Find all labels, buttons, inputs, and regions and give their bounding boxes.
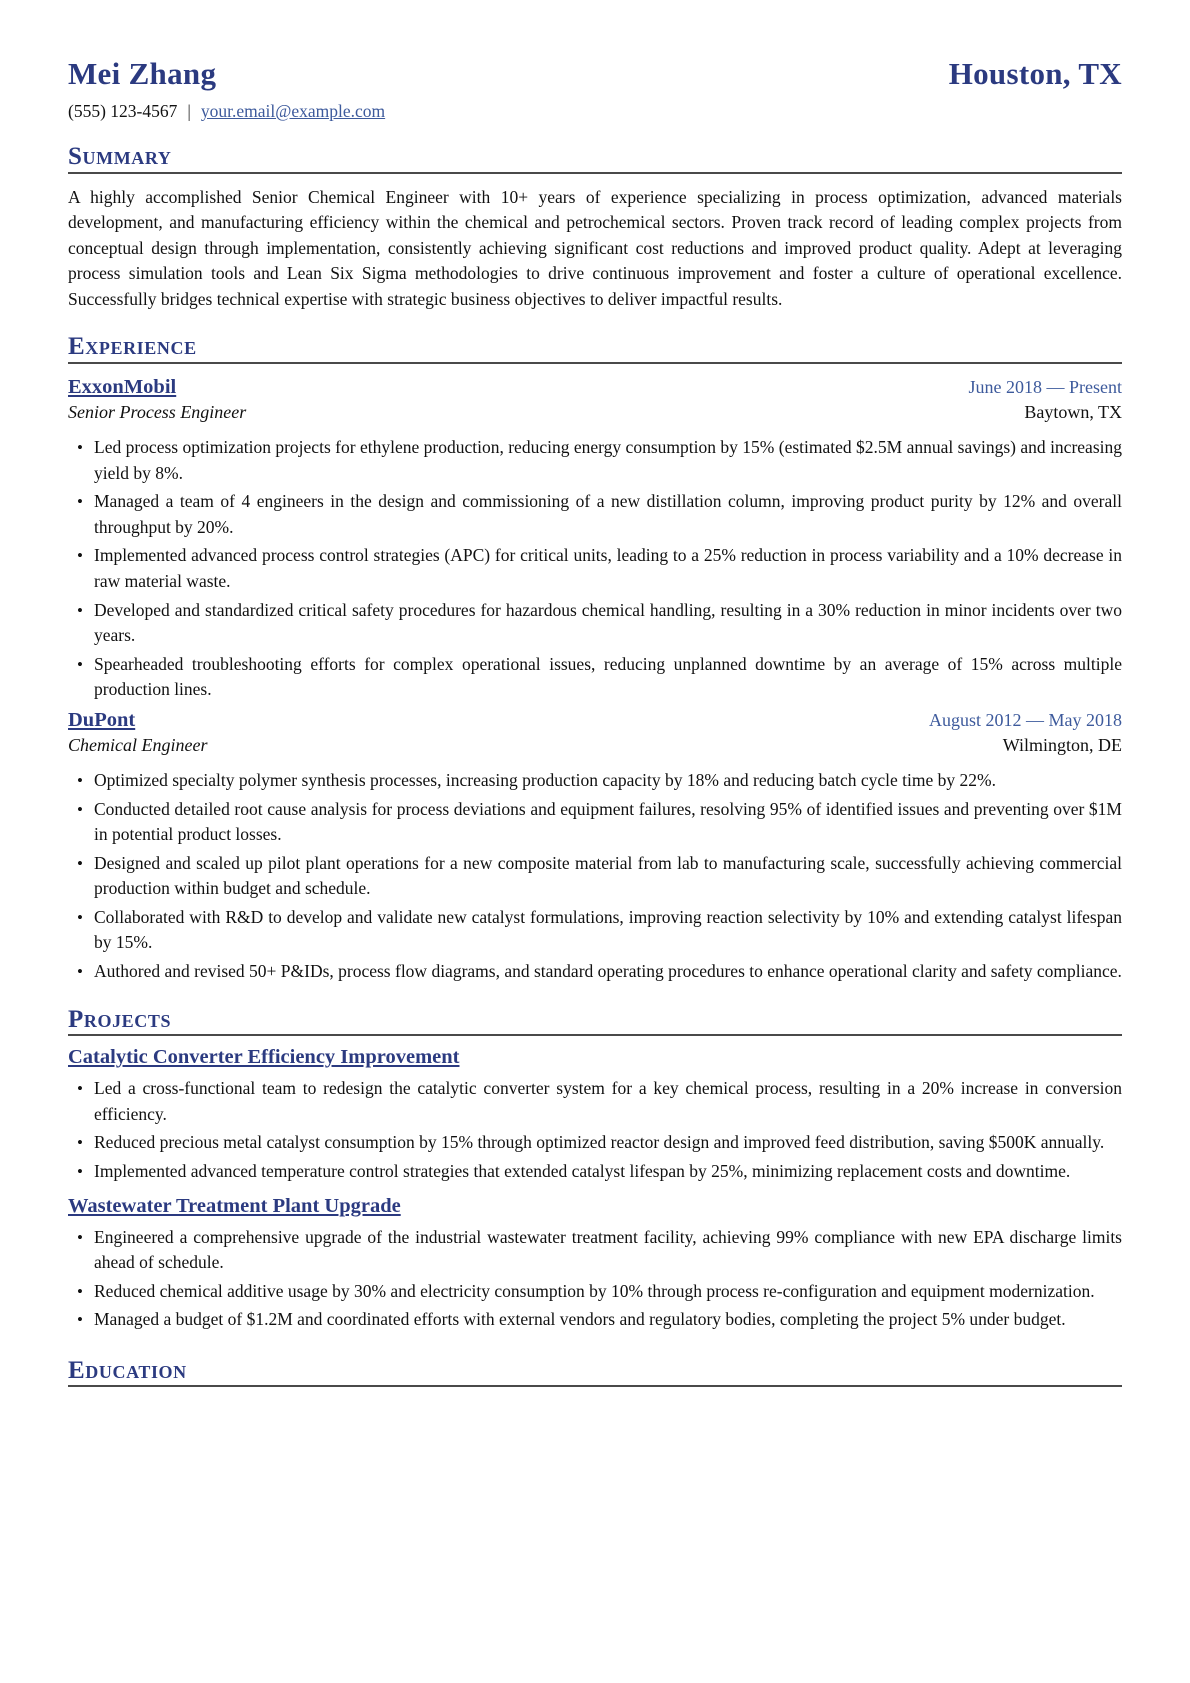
- summary-heading: Summary: [68, 143, 1122, 174]
- person-name: Mei Zhang: [68, 56, 217, 91]
- contact-line: [68, 101, 1122, 122]
- job-bullet: • Optimized specialty polymer synthesis processes, increasing production capacity by 18% and reducing batch cycle time by 22%.: [94, 768, 1122, 794]
- job-dates: June 2018 — Present: [968, 376, 1122, 397]
- job-title: Chemical Engineer: [68, 734, 208, 755]
- job-bullet: • Designed and scaled up pilot plant operations for a new composite material from lab to manufacturing scale, successfully achieving commercial production within budget and schedule.: [94, 851, 1122, 902]
- project-name: Catalytic Converter Efficiency Improvement: [68, 1046, 460, 1069]
- project-bullet: • Implemented advanced temperature control strategies that extended catalyst lifespan by 25%, minimizing replacement costs and downtime.: [94, 1159, 1122, 1185]
- job-bullet-list: [68, 435, 1122, 703]
- job-bullet: • Managed a team of 4 engineers in the design and commissioning of a new distillation column, improving product purity by 12% and overall throughput by 20%.: [94, 489, 1122, 540]
- company-name: ExxonMobil: [68, 375, 177, 398]
- job-dupont: [68, 709, 1122, 985]
- job-dates: August 2012 — May 2018: [929, 709, 1122, 730]
- project-bullet: • Reduced precious metal catalyst consumption by 15% through optimized reactor design and improved feed distribution, saving $500K annually.: [94, 1130, 1122, 1156]
- job-title: Senior Process Engineer: [68, 401, 247, 422]
- project-wastewater-upgrade: [68, 1195, 1122, 1333]
- job-bullet: • Led process optimization projects for ethylene production, reducing energy consumption by 15% (estimated $2.5M annual savings) and increasing yield by 8%.: [94, 435, 1122, 486]
- project-catalytic-converter: [68, 1046, 1122, 1184]
- section-summary: [68, 143, 1122, 312]
- job-header-row: [68, 709, 1122, 732]
- project-bullet-list: [68, 1076, 1122, 1184]
- job-subheader-row: [68, 402, 1122, 423]
- education-heading: Education: [68, 1357, 1122, 1388]
- email-link[interactable]: your.email@example.com: [200, 101, 386, 121]
- job-bullet: • Collaborated with R&D to develop and validate new catalyst formulations, improving reaction selectivity by 10% and extending catalyst lifespan by 15%.: [94, 905, 1122, 956]
- job-bullet: • Conducted detailed root cause analysis for process deviations and equipment failures, resolving 95% of identified issues and preventing over $1M in potential product losses.: [94, 797, 1122, 848]
- project-bullet: • Managed a budget of $1.2M and coordinated efforts with external vendors and regulatory bodies, completing the project 5% under budget.: [94, 1307, 1122, 1333]
- job-bullet: • Developed and standardized critical safety procedures for hazardous chemical handling, resulting in a 30% reduction in minor incidents over two years.: [94, 598, 1122, 649]
- section-education: [68, 1357, 1122, 1388]
- header: [68, 56, 1122, 122]
- header-row: [68, 56, 1122, 92]
- section-experience: [68, 333, 1122, 984]
- job-bullet: • Implemented advanced process control strategies (APC) for critical units, leading to a 25% reduction in process variability and a 10% decrease in raw material waste.: [94, 543, 1122, 594]
- projects-heading: Projects: [68, 1006, 1122, 1037]
- job-bullet-list: [68, 768, 1122, 985]
- job-exxonmobil: [68, 376, 1122, 703]
- project-bullet: • Led a cross-functional team to redesign the catalytic converter system for a key chemical process, resulting in a 20% increase in conversion efficiency.: [94, 1076, 1122, 1127]
- phone-number: (555) 123-4567: [68, 101, 178, 121]
- job-header-row: [68, 376, 1122, 399]
- job-location: Wilmington, DE: [1002, 734, 1122, 755]
- section-projects: [68, 1006, 1122, 1333]
- project-name: Wastewater Treatment Plant Upgrade: [68, 1194, 401, 1217]
- project-bullet: • Engineered a comprehensive upgrade of the industrial wastewater treatment facility, achieving 99% compliance with new EPA discharge limits ahead of schedule.: [94, 1225, 1122, 1276]
- summary-text: A highly accomplished Senior Chemical Engineer with 10+ years of experience specializing in process optimization, advanced materials development, and manufacturing efficiency within the chemical and petrochemical sectors. Proven track record of leading complex projects from conceptual design through implementation, consistently achieving significant cost reductions and improved product quality. Adept at leveraging process simulation tools and Lean Six Sigma methodologies to drive continuous improvement and foster a culture of operational excellence. Successfully bridges technical expertise with strategic business objectives to deliver impactful results.: [68, 186, 1122, 309]
- job-bullet: • Spearheaded troubleshooting efforts for complex operational issues, reducing unplanned downtime by an average of 15% across multiple production lines.: [94, 652, 1122, 703]
- contact-separator: |: [187, 101, 191, 121]
- job-location: Baytown, TX: [1024, 401, 1122, 422]
- job-subheader-row: [68, 735, 1122, 756]
- job-bullet: • Authored and revised 50+ P&IDs, process flow diagrams, and standard operating procedures to enhance operational clarity and safety compliance.: [94, 959, 1122, 985]
- company-name: DuPont: [68, 708, 136, 731]
- project-bullet-list: [68, 1225, 1122, 1333]
- experience-heading: Experience: [68, 333, 1122, 364]
- person-location: Houston, TX: [948, 56, 1122, 91]
- project-bullet: • Reduced chemical additive usage by 30% and electricity consumption by 10% through process re-configuration and equipment modernization.: [94, 1279, 1122, 1305]
